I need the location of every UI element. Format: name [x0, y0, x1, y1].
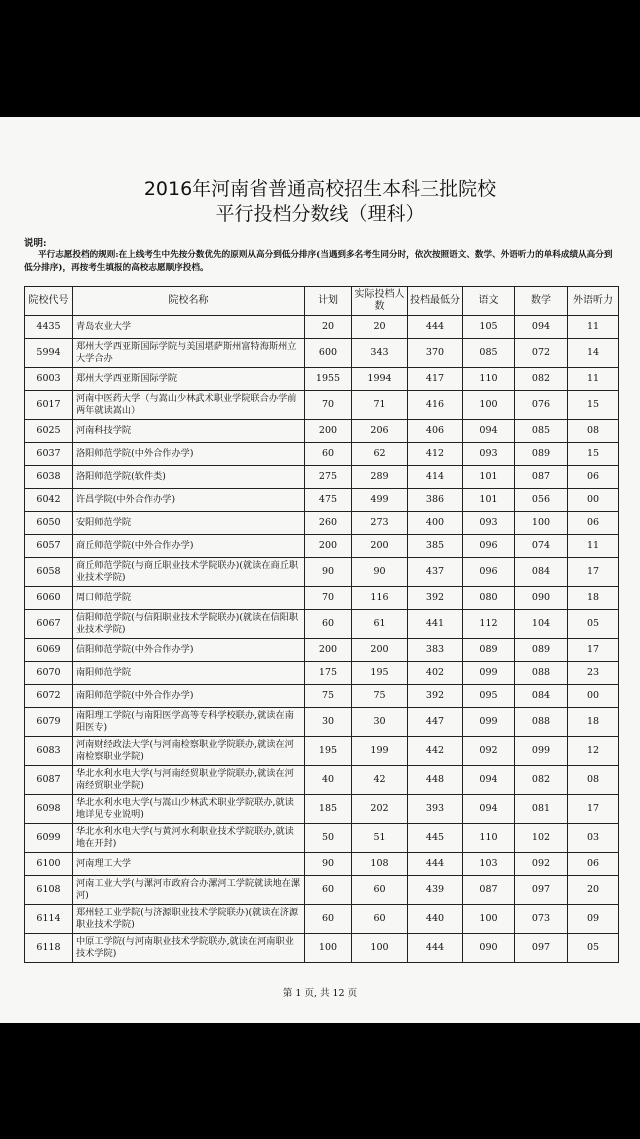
cell-plan: 185 [305, 795, 352, 824]
cell-chinese: 110 [463, 824, 515, 853]
table-row [25, 934, 619, 963]
cell-chinese: 094 [463, 795, 515, 824]
cell-listening: 14 [568, 339, 619, 368]
cell-math: 089 [515, 639, 568, 662]
cell-plan: 60 [305, 905, 352, 934]
cell-math: 081 [515, 795, 568, 824]
table-body [25, 316, 619, 963]
cell-name: 华北水利水电大学(与黄河水利职业技术学院联办,就读地在开封) [73, 824, 305, 853]
cell-name: 郑州大学西亚斯国际学院与美国堪萨斯州富特海斯州立大学合办 [73, 339, 305, 368]
table-row [25, 905, 619, 934]
cell-name: 南阳理工学院(与南阳医学高等专科学校联办,就读在南阳医专) [73, 708, 305, 737]
cell-actual: 108 [352, 853, 408, 876]
cell-name: 安阳师范学院 [73, 512, 305, 535]
cell-chinese: 092 [463, 737, 515, 766]
cell-min-score: 392 [408, 587, 463, 610]
cell-actual: 343 [352, 339, 408, 368]
cell-chinese: 096 [463, 558, 515, 587]
cell-name: 南阳师范学院 [73, 662, 305, 685]
cell-code: 6108 [25, 876, 73, 905]
cell-math: 084 [515, 558, 568, 587]
cell-name: 河南理工大学 [73, 853, 305, 876]
cell-code: 6070 [25, 662, 73, 685]
cell-math: 082 [515, 766, 568, 795]
cell-actual: 62 [352, 443, 408, 466]
cell-chinese: 099 [463, 708, 515, 737]
table-row [25, 316, 619, 339]
cell-name: 许昌学院(中外合作办学) [73, 489, 305, 512]
cell-listening: 17 [568, 795, 619, 824]
cell-min-score: 414 [408, 466, 463, 489]
cell-actual: 289 [352, 466, 408, 489]
cell-plan: 90 [305, 853, 352, 876]
cell-chinese: 085 [463, 339, 515, 368]
cell-chinese: 095 [463, 685, 515, 708]
cell-math: 088 [515, 708, 568, 737]
cell-listening: 00 [568, 685, 619, 708]
table-row [25, 466, 619, 489]
table-row [25, 685, 619, 708]
cell-plan: 60 [305, 443, 352, 466]
cell-math: 104 [515, 610, 568, 639]
cell-code: 6100 [25, 853, 73, 876]
cell-code: 6099 [25, 824, 73, 853]
cell-code: 6087 [25, 766, 73, 795]
table-row [25, 339, 619, 368]
cell-chinese: 105 [463, 316, 515, 339]
cell-code: 6050 [25, 512, 73, 535]
cell-listening: 06 [568, 512, 619, 535]
cell-math: 087 [515, 466, 568, 489]
table-row [25, 535, 619, 558]
cell-code: 6079 [25, 708, 73, 737]
cell-name: 河南中医药大学（与嵩山少林武术职业学院联合办学前两年就读嵩山） [73, 391, 305, 420]
table-row [25, 489, 619, 512]
cell-listening: 23 [568, 662, 619, 685]
cell-min-score: 417 [408, 368, 463, 391]
cell-plan: 30 [305, 708, 352, 737]
cell-code: 6057 [25, 535, 73, 558]
cell-plan: 70 [305, 587, 352, 610]
cell-plan: 260 [305, 512, 352, 535]
col-header-actual: 实际投档人数 [352, 287, 408, 316]
title-line-1: 2016年河南省普通高校招生本科三批院校 [143, 178, 497, 200]
cell-listening: 05 [568, 934, 619, 963]
cell-listening: 11 [568, 368, 619, 391]
cell-name: 河南财经政法大学(与河南检察职业学院联办,就读在河南检察职业学院) [73, 737, 305, 766]
cell-math: 094 [515, 316, 568, 339]
cell-listening: 20 [568, 876, 619, 905]
cell-min-score: 385 [408, 535, 463, 558]
cell-code: 6114 [25, 905, 73, 934]
cell-math: 074 [515, 535, 568, 558]
cell-min-score: 393 [408, 795, 463, 824]
cell-actual: 202 [352, 795, 408, 824]
cell-listening: 00 [568, 489, 619, 512]
cell-actual: 51 [352, 824, 408, 853]
cell-code: 6098 [25, 795, 73, 824]
cell-actual: 200 [352, 639, 408, 662]
cell-listening: 15 [568, 391, 619, 420]
cell-code: 6042 [25, 489, 73, 512]
cell-min-score: 440 [408, 905, 463, 934]
cell-actual: 60 [352, 905, 408, 934]
table-row [25, 512, 619, 535]
cell-min-score: 402 [408, 662, 463, 685]
cell-listening: 18 [568, 587, 619, 610]
table-header-row [25, 287, 619, 316]
cell-code: 6058 [25, 558, 73, 587]
cell-chinese: 100 [463, 905, 515, 934]
cell-actual: 20 [352, 316, 408, 339]
cell-min-score: 441 [408, 610, 463, 639]
cell-math: 056 [515, 489, 568, 512]
cell-plan: 60 [305, 610, 352, 639]
score-table [24, 286, 619, 963]
cell-name: 河南科技学院 [73, 420, 305, 443]
cell-name: 河南工业大学(与漯河市政府合办漯河工学院就读地在漯河) [73, 876, 305, 905]
cell-math: 076 [515, 391, 568, 420]
cell-plan: 175 [305, 662, 352, 685]
cell-min-score: 448 [408, 766, 463, 795]
cell-min-score: 383 [408, 639, 463, 662]
table-row [25, 558, 619, 587]
cell-plan: 195 [305, 737, 352, 766]
cell-min-score: 437 [408, 558, 463, 587]
cell-actual: 499 [352, 489, 408, 512]
cell-math: 100 [515, 512, 568, 535]
cell-actual: 75 [352, 685, 408, 708]
cell-math: 090 [515, 587, 568, 610]
cell-min-score: 400 [408, 512, 463, 535]
cell-name: 洛阳师范学院(中外合作办学) [73, 443, 305, 466]
cell-name: 南阳师范学院(中外合作办学) [73, 685, 305, 708]
col-header-math: 数学 [515, 287, 568, 316]
cell-name: 中原工学院(与河南职业技术学院联办,就读在河南职业技术学院) [73, 934, 305, 963]
cell-name: 青岛农业大学 [73, 316, 305, 339]
cell-code: 5994 [25, 339, 73, 368]
cell-actual: 1994 [352, 368, 408, 391]
cell-min-score: 412 [408, 443, 463, 466]
cell-actual: 199 [352, 737, 408, 766]
cell-listening: 11 [568, 535, 619, 558]
cell-listening: 11 [568, 316, 619, 339]
page-footer: 第 1 页, 共 12 页 [282, 988, 358, 999]
cell-math: 089 [515, 443, 568, 466]
cell-name: 信阳师范学院(中外合作办学) [73, 639, 305, 662]
table-row [25, 853, 619, 876]
table-row [25, 708, 619, 737]
cell-chinese: 093 [463, 443, 515, 466]
table-row [25, 443, 619, 466]
cell-code: 6025 [25, 420, 73, 443]
cell-chinese: 094 [463, 420, 515, 443]
document-page [0, 117, 640, 1023]
cell-name: 郑州轻工业学院(与济源职业技术学院联办)(就读在济源职业技术学院) [73, 905, 305, 934]
col-header-code: 院校代号 [25, 287, 73, 316]
cell-plan: 600 [305, 339, 352, 368]
cell-listening: 06 [568, 466, 619, 489]
table-row [25, 766, 619, 795]
cell-plan: 40 [305, 766, 352, 795]
cell-chinese: 090 [463, 934, 515, 963]
cell-code: 6069 [25, 639, 73, 662]
title-line-2: 平行投档分数线（理科） [215, 203, 425, 225]
cell-plan: 60 [305, 876, 352, 905]
cell-min-score: 444 [408, 853, 463, 876]
cell-code: 6072 [25, 685, 73, 708]
cell-chinese: 089 [463, 639, 515, 662]
cell-chinese: 099 [463, 662, 515, 685]
cell-min-score: 444 [408, 934, 463, 963]
cell-min-score: 406 [408, 420, 463, 443]
table-row [25, 795, 619, 824]
cell-plan: 20 [305, 316, 352, 339]
cell-actual: 90 [352, 558, 408, 587]
col-header-name: 院校名称 [73, 287, 305, 316]
cell-plan: 90 [305, 558, 352, 587]
document-title [0, 177, 640, 227]
cell-name: 商丘师范学院(中外合作办学) [73, 535, 305, 558]
cell-plan: 200 [305, 420, 352, 443]
cell-name: 周口师范学院 [73, 587, 305, 610]
table-row [25, 587, 619, 610]
cell-listening: 09 [568, 905, 619, 934]
cell-plan: 100 [305, 934, 352, 963]
cell-actual: 195 [352, 662, 408, 685]
cell-chinese: 103 [463, 853, 515, 876]
cell-math: 084 [515, 685, 568, 708]
cell-name: 信阳师范学院(与信阳职业技术学院联办)(就读在信阳职业技术学院) [73, 610, 305, 639]
cell-plan: 200 [305, 535, 352, 558]
table-row [25, 824, 619, 853]
cell-code: 6083 [25, 737, 73, 766]
cell-math: 092 [515, 853, 568, 876]
cell-listening: 15 [568, 443, 619, 466]
cell-math: 072 [515, 339, 568, 368]
table-row [25, 610, 619, 639]
cell-chinese: 110 [463, 368, 515, 391]
cell-min-score: 370 [408, 339, 463, 368]
cell-min-score: 386 [408, 489, 463, 512]
cell-listening: 05 [568, 610, 619, 639]
table-row [25, 391, 619, 420]
cell-chinese: 093 [463, 512, 515, 535]
cell-listening: 08 [568, 766, 619, 795]
cell-plan: 475 [305, 489, 352, 512]
cell-min-score: 392 [408, 685, 463, 708]
cell-min-score: 444 [408, 316, 463, 339]
cell-listening: 12 [568, 737, 619, 766]
cell-plan: 275 [305, 466, 352, 489]
cell-code: 4435 [25, 316, 73, 339]
cell-plan: 75 [305, 685, 352, 708]
cell-name: 商丘师范学院(与商丘职业技术学院联办)(就读在商丘职业技术学院) [73, 558, 305, 587]
table-row [25, 737, 619, 766]
cell-chinese: 096 [463, 535, 515, 558]
cell-code: 6067 [25, 610, 73, 639]
cell-code: 6037 [25, 443, 73, 466]
cell-chinese: 101 [463, 489, 515, 512]
cell-actual: 100 [352, 934, 408, 963]
cell-math: 097 [515, 934, 568, 963]
cell-plan: 70 [305, 391, 352, 420]
cell-listening: 17 [568, 639, 619, 662]
cell-plan: 200 [305, 639, 352, 662]
col-header-chinese: 语文 [463, 287, 515, 316]
cell-min-score: 416 [408, 391, 463, 420]
cell-actual: 206 [352, 420, 408, 443]
cell-name: 华北水利水电大学(与嵩山少林武术职业学院联办,就读地详见专业说明) [73, 795, 305, 824]
cell-plan: 50 [305, 824, 352, 853]
cell-actual: 42 [352, 766, 408, 795]
note-text: 平行志愿投档的规则:在上线考生中先按分数优先的原则从高分到低分排序(当遇到多名考生同分时，依次按照语文、数学、外语听力的单科成绩从高分到低分排序)，再按考生填报的高校志愿顺序投档。 [24, 250, 613, 273]
cell-listening: 03 [568, 824, 619, 853]
cell-min-score: 439 [408, 876, 463, 905]
cell-chinese: 087 [463, 876, 515, 905]
cell-chinese: 112 [463, 610, 515, 639]
cell-code: 6118 [25, 934, 73, 963]
cell-code: 6038 [25, 466, 73, 489]
cell-listening: 18 [568, 708, 619, 737]
cell-min-score: 447 [408, 708, 463, 737]
cell-math: 073 [515, 905, 568, 934]
col-header-listening: 外语听力 [568, 287, 619, 316]
cell-actual: 30 [352, 708, 408, 737]
table-row [25, 876, 619, 905]
table-row [25, 420, 619, 443]
cell-min-score: 445 [408, 824, 463, 853]
cell-code: 6003 [25, 368, 73, 391]
cell-plan: 1955 [305, 368, 352, 391]
table-row [25, 368, 619, 391]
cell-listening: 06 [568, 853, 619, 876]
col-header-plan: 计划 [305, 287, 352, 316]
col-header-min-score: 投档最低分 [408, 287, 463, 316]
cell-math: 097 [515, 876, 568, 905]
cell-actual: 60 [352, 876, 408, 905]
cell-actual: 116 [352, 587, 408, 610]
cell-actual: 273 [352, 512, 408, 535]
cell-math: 099 [515, 737, 568, 766]
cell-name: 郑州大学西亚斯国际学院 [73, 368, 305, 391]
cell-name: 洛阳师范学院(软件类) [73, 466, 305, 489]
note-heading: 说明: [24, 238, 47, 249]
cell-name: 华北水利水电大学(与河南经贸职业学院联办,就读在河南经贸职业学院) [73, 766, 305, 795]
cell-code: 6060 [25, 587, 73, 610]
cell-listening: 17 [568, 558, 619, 587]
cell-min-score: 442 [408, 737, 463, 766]
cell-actual: 200 [352, 535, 408, 558]
cell-chinese: 094 [463, 766, 515, 795]
cell-listening: 08 [568, 420, 619, 443]
cell-chinese: 080 [463, 587, 515, 610]
cell-math: 102 [515, 824, 568, 853]
cell-math: 082 [515, 368, 568, 391]
cell-actual: 71 [352, 391, 408, 420]
cell-chinese: 100 [463, 391, 515, 420]
table-row [25, 662, 619, 685]
table-row [25, 639, 619, 662]
cell-actual: 61 [352, 610, 408, 639]
cell-chinese: 101 [463, 466, 515, 489]
cell-math: 088 [515, 662, 568, 685]
cell-code: 6017 [25, 391, 73, 420]
cell-math: 085 [515, 420, 568, 443]
